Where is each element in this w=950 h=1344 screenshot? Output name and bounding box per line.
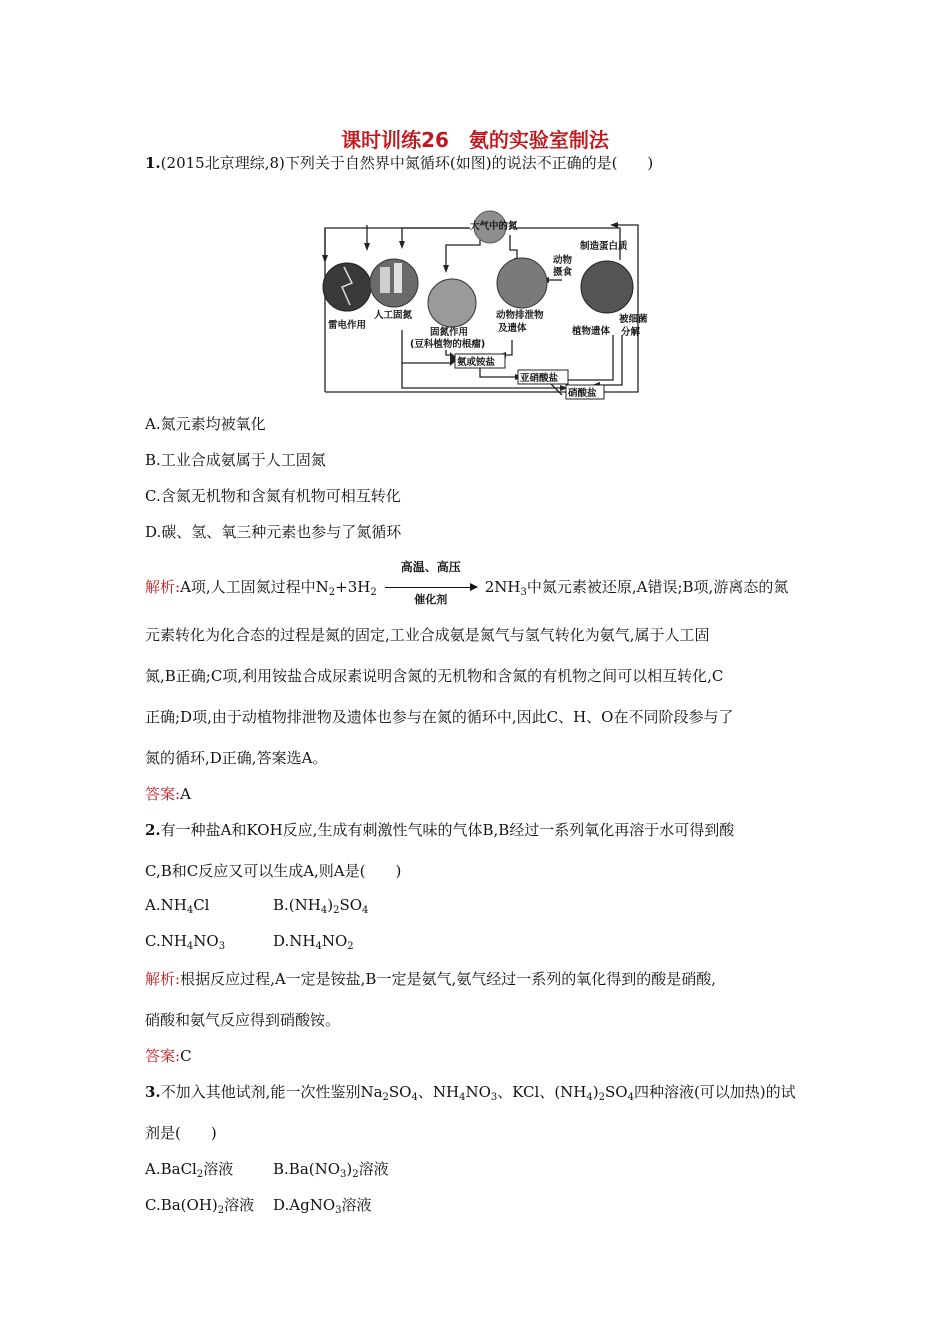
q2-stem-line1: 2.有一种盐A和KOH反应,生成有刺激性气味的气体B,B经过一系列氧化再溶于水可得到酸 xyxy=(145,821,735,839)
q1-answer: 答案:A xyxy=(145,785,191,803)
diagram-protein-label: 制造蛋白质 xyxy=(580,241,628,252)
q3-stem-line2: 剂是( ) xyxy=(145,1124,217,1142)
diagram-lightning-label: 雷电作用 xyxy=(328,320,367,331)
q1-analysis-line2: 元素转化为化合态的过程是氮的固定,工业合成氨是氮气与氢气转化为氨气,属于人工固 xyxy=(145,626,710,644)
q1-analysis-line4: 正确;D项,由于动植物排泄物及遗体也参与在氮的循环中,因此C、H、O在不同阶段参与了 xyxy=(145,708,734,726)
q2-option-b: $B.(NH_4)_2SO_4$ xyxy=(273,896,369,916)
page-title: 课时训练26 氨的实验室制法 xyxy=(341,128,609,152)
q3-option-d: D.AgNO$_3$溶液 xyxy=(273,1196,372,1216)
diagram-bacteria1-label: 被细菌 xyxy=(619,314,648,325)
q2-option-c: $C.NH_4NO_3$ xyxy=(145,932,226,952)
diagram-intake2-label: 摄食 xyxy=(553,267,573,278)
q1-option-d: D.碳、氢、氧三种元素也参与了氮循环 xyxy=(145,523,402,541)
q3-option-b: $B.Ba(NO_3)_2$溶液 xyxy=(273,1160,389,1180)
diagram-bacteria2-label: 分解 xyxy=(621,327,641,338)
q1-stem: 1.(2015北京理综,8)下列关于自然界中氮循环(如图)的说法不正确的是( ) xyxy=(145,154,654,172)
diagram-intake1-label: 动物 xyxy=(553,255,573,266)
q2-option-d: $D.NH_4NO_2$ xyxy=(273,932,354,952)
q1-option-c: C.含氮无机物和含氮有机物可相互转化 xyxy=(145,487,401,505)
diagram-nitrate-box: 硝酸盐 xyxy=(568,388,597,399)
q2-analysis-line2: 硝酸和氨气反应得到硝酸铵。 xyxy=(145,1011,341,1029)
diagram-atm-label: 大气中的氮 xyxy=(470,221,518,232)
diagram-fix1-label: 固氮作用 xyxy=(430,327,469,338)
q2-answer: 答案:C xyxy=(145,1047,192,1065)
q2-analysis-line1: 解析:根据反应过程,A一定是铵盐,B一定是氨气,氨气经过一系列的氧化得到的酸是硝酸, xyxy=(145,970,716,988)
q1-analysis-line3: 氮,B正确;C项,利用铵盐合成尿素说明含氮的无机物和含氮的有机物之间可以相互转化,C xyxy=(145,667,724,685)
diagram-artificial-label: 人工固氮 xyxy=(374,310,413,321)
diagram-plantremains-label: 植物遗体 xyxy=(572,326,611,337)
q1-analysis-line1: 解析:A项,人工固氮过程中$N_2+3H_2$ 高温、高压 催化剂 $2NH_3$中氮元素被还原,A错误;B项,游离态的氮 xyxy=(145,560,789,606)
diagram-fix2-label: (豆科植物的根瘤) xyxy=(410,339,486,350)
diagram-excrete1-label: 动物排泄物 xyxy=(496,310,544,321)
q2-option-a: $A.NH_4Cl$ xyxy=(145,896,210,916)
q1-option-a: A.氮元素均被氧化 xyxy=(145,415,266,433)
analysis-label: 解析: xyxy=(145,578,181,596)
diagram-ammonia-box: 氨或铵盐 xyxy=(457,357,496,368)
q3-option-c: $C.Ba(OH)_2$溶液 xyxy=(145,1196,255,1216)
q1-analysis-line5: 氮的循环,D正确,答案选A。 xyxy=(145,749,328,767)
reaction-arrow: 高温、高压 催化剂 xyxy=(385,578,477,598)
q2-stem-line2: C,B和C反应又可以生成A,则A是( ) xyxy=(145,862,402,880)
q3-option-a: A.BaCl$_2$溶液 xyxy=(145,1160,234,1180)
q1-option-b: B.工业合成氨属于人工固氮 xyxy=(145,451,326,469)
diagram-nitrite-box: 亚硝酸盐 xyxy=(520,373,559,384)
diagram-excrete2-label: 及遗体 xyxy=(498,323,527,334)
q3-stem-line1: 3.不加入其他试剂,能一次性鉴别$Na_2SO_4$、$NH_4NO_3$、KCl、$(NH_4)_2SO_4$四种溶液(可以加热)的试 xyxy=(145,1083,796,1103)
nitrogen-cycle-diagram xyxy=(322,205,648,400)
